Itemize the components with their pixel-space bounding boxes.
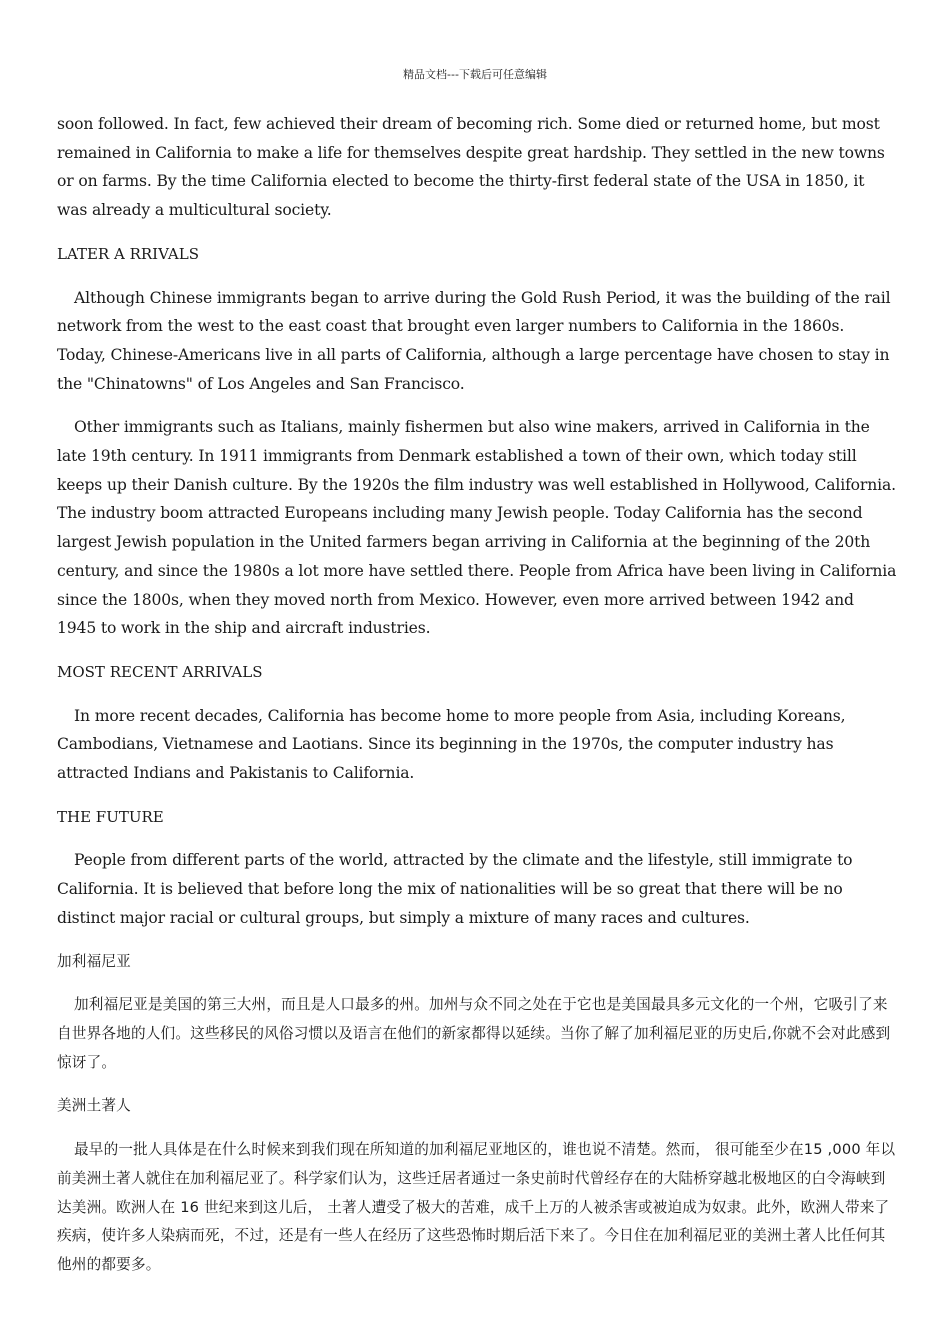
section-heading-california-zh: 加利福尼亚 — [57, 952, 131, 970]
document-body — [57, 110, 897, 1295]
paragraph-future: People from different parts of the world, attracted by the climate and the lifestyle, still immigrate to California. It is believed that before long the mix of nationalities will be so great that there will be no distinct major racial or cultural groups, but simply a mixture of many races and cultures. — [57, 851, 853, 927]
paragraph-other-immigrants: Other immigrants such as Italians, mainly fishermen but also wine makers, arrived in California in the late 19th century. In 1911 immigrants from Denmark established a town of their own, which today still keeps up their Danish culture. By the 1920s the film industry was well established in Hollywood, California. The industry boom attracted Europeans including many Jewish people. Today California has the second largest Jewish population in the United farmers began arriving in California at the beginning of the 20th century, and since the 1980s a lot more have settled there. People from Africa have been living in California since the 1800s, when they moved north from Mexico. However, even more arrived between 1942 and 1945 to work in the ship and aircraft industries. — [57, 418, 897, 638]
paragraph-california-zh: 加利福尼亚是美国的第三大州，而且是人口最多的州。加州与众不同之处在于它也是美国最具多元文化的一个州，它吸引了来自世界各地的人们。这些移民的风俗习惯以及语言在他们的新家都得以延续。当你了解了加利福尼亚的历史后,你就不会对此感到惊讶了。 — [57, 996, 891, 1071]
section-heading-later-arrivals: LATER A RRIVALS — [57, 244, 199, 263]
paragraph-native-americans-zh: 最早的一批人具体是在什么时候来到我们现在所知道的加利福尼亚地区的，谁也说不清楚。然而， 很可能至少在15 ,000 年以前美洲土著人就住在加利福尼亚了。科学家们认为，这些迁居者通过一条史前时代曾经存在的大陆桥穿越北极地区的白令海峡到达美洲。欧洲人在 16 世纪来到这儿后， 土著人遭受了极大的苦难，成千上万的人被杀害或被迫成为奴隶。此外，欧洲人带来了疾病，使许多人染病而死，不过，还是有一些人在经历了这些恐怖时期后活下来了。今日住在加利福尼亚的美洲土著人比任何其他州的都要多。 — [57, 1141, 896, 1273]
page-header: 精品文档---下载后可任意编辑 — [403, 68, 547, 81]
section-heading-most-recent-arrivals: MOST RECENT ARRIVALS — [57, 662, 263, 681]
paragraph-recent-decades: In more recent decades, California has become home to more people from Asia, including Koreans, Cambodians, Vietnamese and Laotians. Since its beginning in the 1970s, the computer industry has attracted Indians and Pakistanis to California. — [57, 706, 846, 783]
paragraph-chinese-immigrants: Although Chinese immigrants began to arrive during the Gold Rush Period, it was the building of the rail network from the west to the east coast that brought even larger numbers to California in the 1860s. Today, Chinese-Americans live in all parts of California, although a large percentage have chosen to stay in the "Chinatowns" of Los Angeles and San Francisco. — [57, 288, 891, 393]
section-heading-native-americans-zh: 美洲土著人 — [57, 1097, 131, 1115]
section-heading-the-future: THE FUTURE — [57, 807, 164, 826]
paragraph-gold-rush-end: soon followed. In fact, few achieved their dream of becoming rich. Some died or returned home, but most remained in California to make a life for themselves despite great hardship. They settled in the new towns or on farms. By the time California elected to become the thirty-first federal state of the USA in 1850, it was already a multicultural society. — [57, 115, 885, 220]
